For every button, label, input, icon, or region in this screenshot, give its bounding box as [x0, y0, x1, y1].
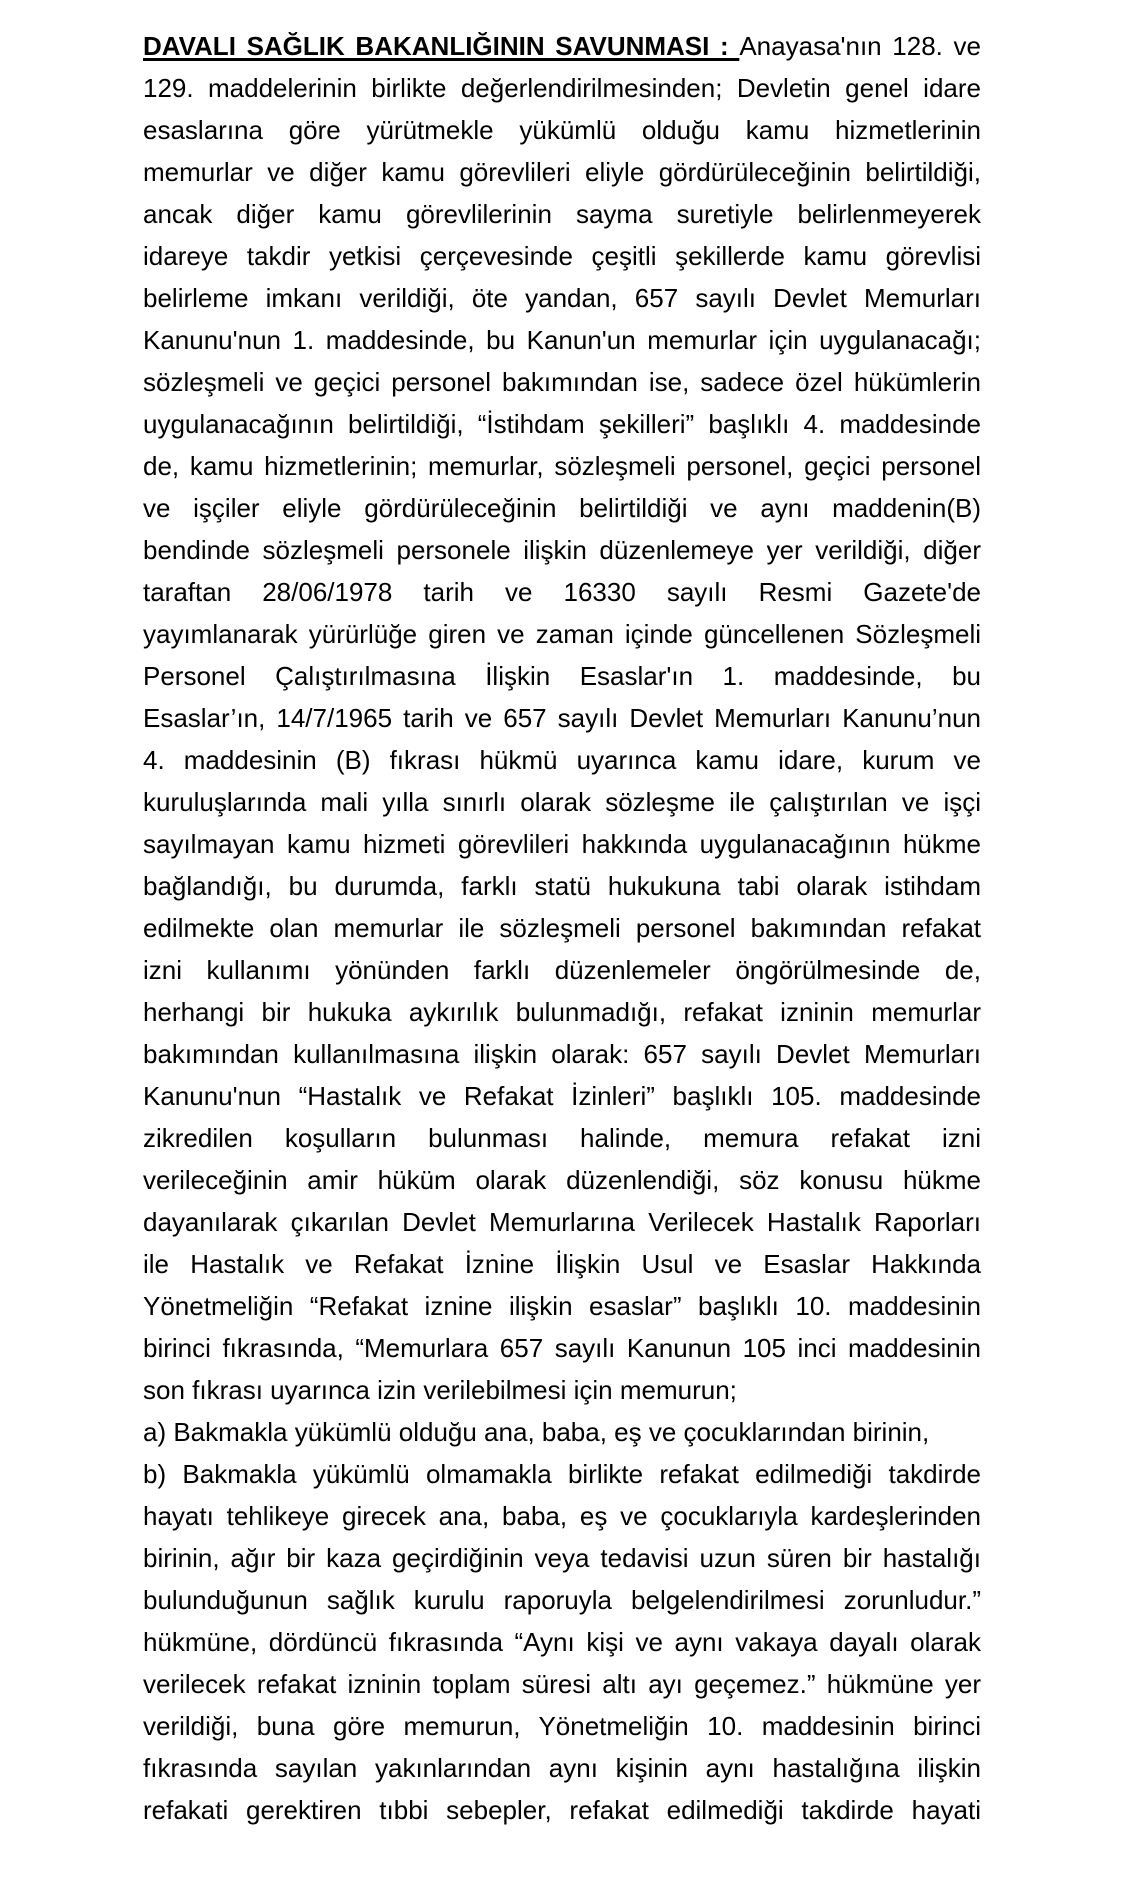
text-line: Kanunu'nun 1. maddesinde, bu Kanun'un memurlar için uygulanacağı;	[143, 325, 981, 355]
text-line: 4. maddesinin (B) fıkrası hükmü uyarınca kamu idare, kurum ve	[143, 745, 981, 775]
text-line: refakati gerektiren tıbbi sebepler, refakat edilmediği takdirde hayati	[143, 1795, 981, 1825]
text-line: verilecek refakat izninin toplam süresi altı ayı geçemez.” hükmüne yer	[143, 1669, 981, 1699]
text-line: verileceğinin amir hüküm olarak düzenlendiği, söz konusu hükme	[143, 1165, 981, 1195]
text-line: memurlar ve diğer kamu görevlileri eliyle gördürüleceğinin belirtildiği,	[143, 157, 981, 187]
text-line: Kanunu'nun “Hastalık ve Refakat İzinleri” başlıklı 105. maddesinde	[143, 1081, 981, 1111]
text-line: uygulanacağının belirtildiği, “İstihdam şekilleri” başlıklı 4. maddesinde	[143, 409, 981, 439]
text-line: taraftan 28/06/1978 tarih ve 16330 sayılı Resmi Gazete'de	[143, 577, 981, 607]
text-line: bendinde sözleşmeli personele ilişkin düzenlemeye yer verildiği, diğer	[143, 535, 981, 565]
text-line: birinin, ağır bir kaza geçirdiğinin veya tedavisi uzun süren bir hastalığı	[143, 1543, 981, 1573]
text-line: sayılmayan kamu hizmeti görevlileri hakkında uygulanacağının hükme	[143, 829, 981, 859]
text-line: bulunduğunun sağlık kurulu raporuyla belgelendirilmesi zorunludur.”	[143, 1585, 981, 1615]
text-line: ve işçiler eliyle gördürüleceğinin belirtildiği ve aynı maddenin(B)	[143, 493, 981, 523]
text-line: esaslarına göre yürütmekle yükümlü olduğu kamu hizmetlerinin	[143, 115, 981, 145]
text-line: idareye takdir yetkisi çerçevesinde çeşitli şekillerde kamu görevlisi	[143, 241, 981, 271]
text-line: herhangi bir hukuka aykırılık bulunmadığı, refakat izninin memurlar	[143, 997, 981, 1027]
text-line: bağlandığı, bu durumda, farklı statü hukukuna tabi olarak istihdam	[143, 871, 981, 901]
text-line: dayanılarak çıkarılan Devlet Memurlarına Verilecek Hastalık Raporları	[143, 1207, 981, 1237]
text-line: ile Hastalık ve Refakat İznine İlişkin Usul ve Esaslar Hakkında	[143, 1249, 981, 1279]
text-line: Personel Çalıştırılmasına İlişkin Esaslar'ın 1. maddesinde, bu	[143, 661, 981, 691]
text-line: kuruluşlarında mali yılla sınırlı olarak sözleşme ile çalıştırılan ve işçi	[143, 787, 981, 817]
text-line: 129. maddelerinin birlikte değerlendirilmesinden; Devletin genel idare	[143, 73, 981, 103]
text-line: birinci fıkrasında, “Memurlara 657 sayılı Kanunun 105 inci maddesinin	[143, 1333, 981, 1363]
text-line: izni kullanımı yönünden farklı düzenlemeler öngörülmesinde de,	[143, 955, 981, 985]
text-line: a) Bakmakla yükümlü olduğu ana, baba, eş ve çocuklarından birinin,	[143, 1417, 930, 1447]
text-line: b) Bakmakla yükümlü olmamakla birlikte refakat edilmediği takdirde	[143, 1459, 981, 1489]
text-line: de, kamu hizmetlerinin; memurlar, sözleşmeli personel, geçici personel	[143, 451, 981, 481]
text-line: belirleme imkanı verildiği, öte yandan, 657 sayılı Devlet Memurları	[143, 283, 981, 313]
text-line: verildiği, buna göre memurun, Yönetmeliğin 10. maddesinin birinci	[143, 1711, 981, 1741]
text-line: hayatı tehlikeye girecek ana, baba, eş ve çocuklarıyla kardeşlerinden	[143, 1501, 981, 1531]
text-line: yayımlanarak yürürlüğe giren ve zaman içinde güncellenen Sözleşmeli	[143, 619, 981, 649]
text-line: son fıkrası uyarınca izin verilebilmesi için memurun;	[143, 1375, 737, 1405]
text-line: bakımından kullanılmasına ilişkin olarak: 657 sayılı Devlet Memurları	[143, 1039, 981, 1069]
text-line	[143, 25, 981, 67]
section-heading: DAVALI SAĞLIK BAKANLIĞININ SAVUNMASI :	[143, 31, 740, 61]
text-line: ancak diğer kamu görevlilerinin sayma suretiyle belirlenmeyerek	[143, 199, 981, 229]
text-line: zikredilen koşulların bulunması halinde, memura refakat izni	[143, 1123, 981, 1153]
text-line: Yönetmeliğin “Refakat iznine ilişkin esaslar” başlıklı 10. maddesinin	[143, 1291, 981, 1321]
text-line: Esaslar’ın, 14/7/1965 tarih ve 657 sayılı Devlet Memurları Kanunu’nun	[143, 703, 981, 733]
text-line-segment: Anayasa'nın 128. ve	[739, 31, 981, 61]
text-line: hükmüne, dördüncü fıkrasında “Aynı kişi ve aynı vakaya dayalı olarak	[143, 1627, 981, 1657]
text-line: fıkrasında sayılan yakınlarından aynı kişinin aynı hastalığına ilişkin	[143, 1753, 981, 1783]
document-lines	[143, 25, 981, 1831]
text-line: edilmekte olan memurlar ile sözleşmeli personel bakımından refakat	[143, 913, 981, 943]
text-line: sözleşmeli ve geçici personel bakımından ise, sadece özel hükümlerin	[143, 367, 981, 397]
